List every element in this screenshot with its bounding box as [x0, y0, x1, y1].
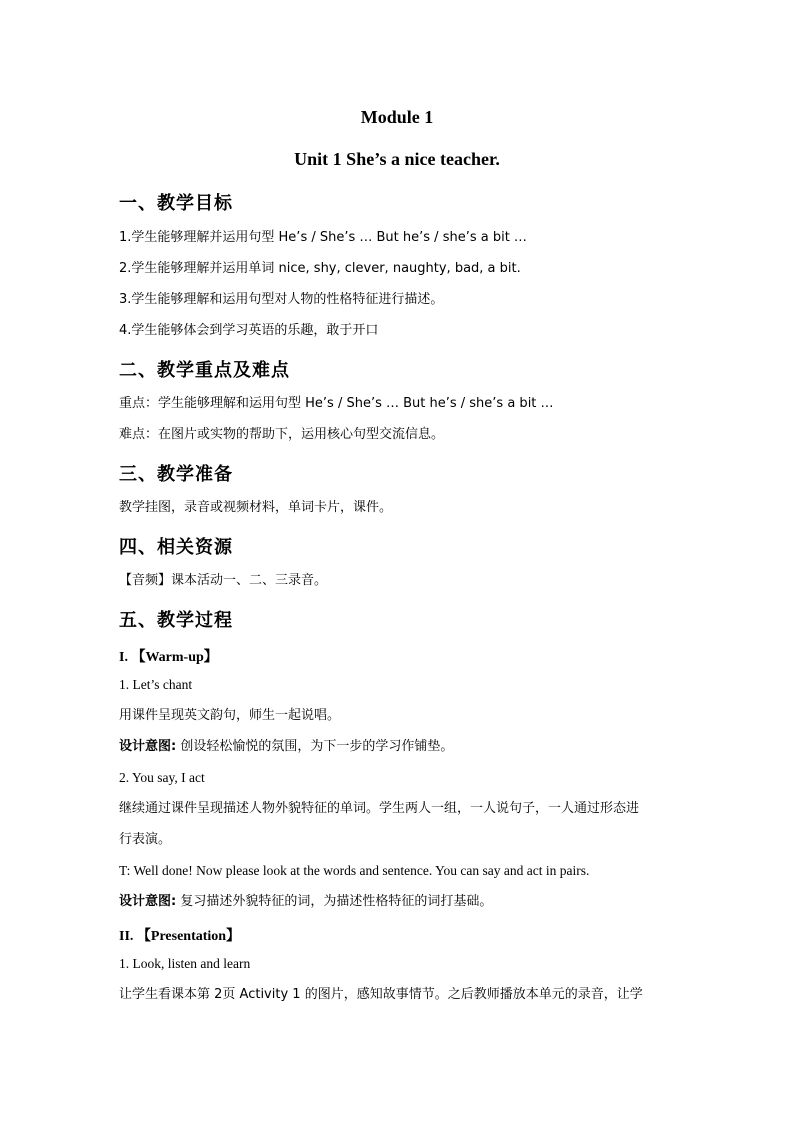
section-heading-preparation: 三、教学准备	[119, 464, 233, 485]
design-intent-1	[119, 739, 679, 755]
step-you-say-text-line2: 行表演。	[119, 832, 172, 847]
preparation-text: 教学挂图，录音或视频材料，单词卡片，课件。	[119, 500, 393, 515]
step-lets-chant-text: 用课件呈现英文韵句，师生一起说唱。	[119, 708, 341, 723]
design-intent-text: 创设轻松愉悦的氛围，为下一步的学习作铺垫。	[176, 739, 454, 754]
design-intent-2	[119, 894, 679, 910]
design-intent-text: 复习描述外貌特征的词，为描述性格特征的词打基础。	[176, 894, 493, 909]
section-heading-process: 五、教学过程	[119, 610, 233, 631]
step-you-say-title: 2. You say, I act	[119, 770, 205, 785]
objective-item-2: 2.学生能够理解并运用单词 nice, shy, clever, naughty, bad, a bit.	[119, 261, 521, 276]
teacher-line: T: Well done! Now please look at the words and sentence. You can say and act in pairs.	[119, 863, 590, 878]
design-intent-label: 设计意图:	[119, 739, 177, 754]
objective-item-4: 4.学生能够体会到学习英语的乐趣，敢于开口	[119, 323, 379, 338]
objective-item-3: 3.学生能够理解和运用句型对人物的性格特征进行描述。	[119, 292, 444, 307]
step-look-listen-title: 1. Look, listen and learn	[119, 956, 251, 971]
step-look-listen-text: 让学生看课本第 2页 Activity 1 的图片，感知故事情节。之后教师播放本单元的录音，让学	[119, 987, 643, 1002]
section-heading-key-points: 二、教学重点及难点	[119, 360, 290, 381]
objective-item-1: 1.学生能够理解并运用句型 He’s / She’s … But he’s / she’s a bit …	[119, 230, 527, 245]
unit-title: Unit 1 She’s a nice teacher.	[294, 149, 500, 169]
module-title: Module 1	[360, 107, 434, 127]
resources-text: 【音频】课本活动一、二、三录音。	[119, 573, 328, 588]
difficult-point-text: 难点：在图片或实物的帮助下，运用核心句型交流信息。	[119, 427, 445, 442]
step-lets-chant-title: 1. Let’s chant	[119, 677, 193, 692]
design-intent-label: 设计意图:	[119, 894, 177, 909]
warm-up-title: I. 【Warm-up】	[119, 650, 218, 665]
presentation-title: II. 【Presentation】	[119, 929, 241, 944]
section-heading-resources: 四、相关资源	[119, 537, 233, 558]
key-point-text: 重点：学生能够理解和运用句型 He’s / She’s … But he’s / she’s a bit …	[119, 396, 554, 411]
step-you-say-text-line1: 继续通过课件呈现描述人物外貌特征的单词。学生两人一组，一人说句子，一人通过形态进	[119, 801, 640, 816]
section-heading-objectives: 一、教学目标	[119, 193, 233, 214]
